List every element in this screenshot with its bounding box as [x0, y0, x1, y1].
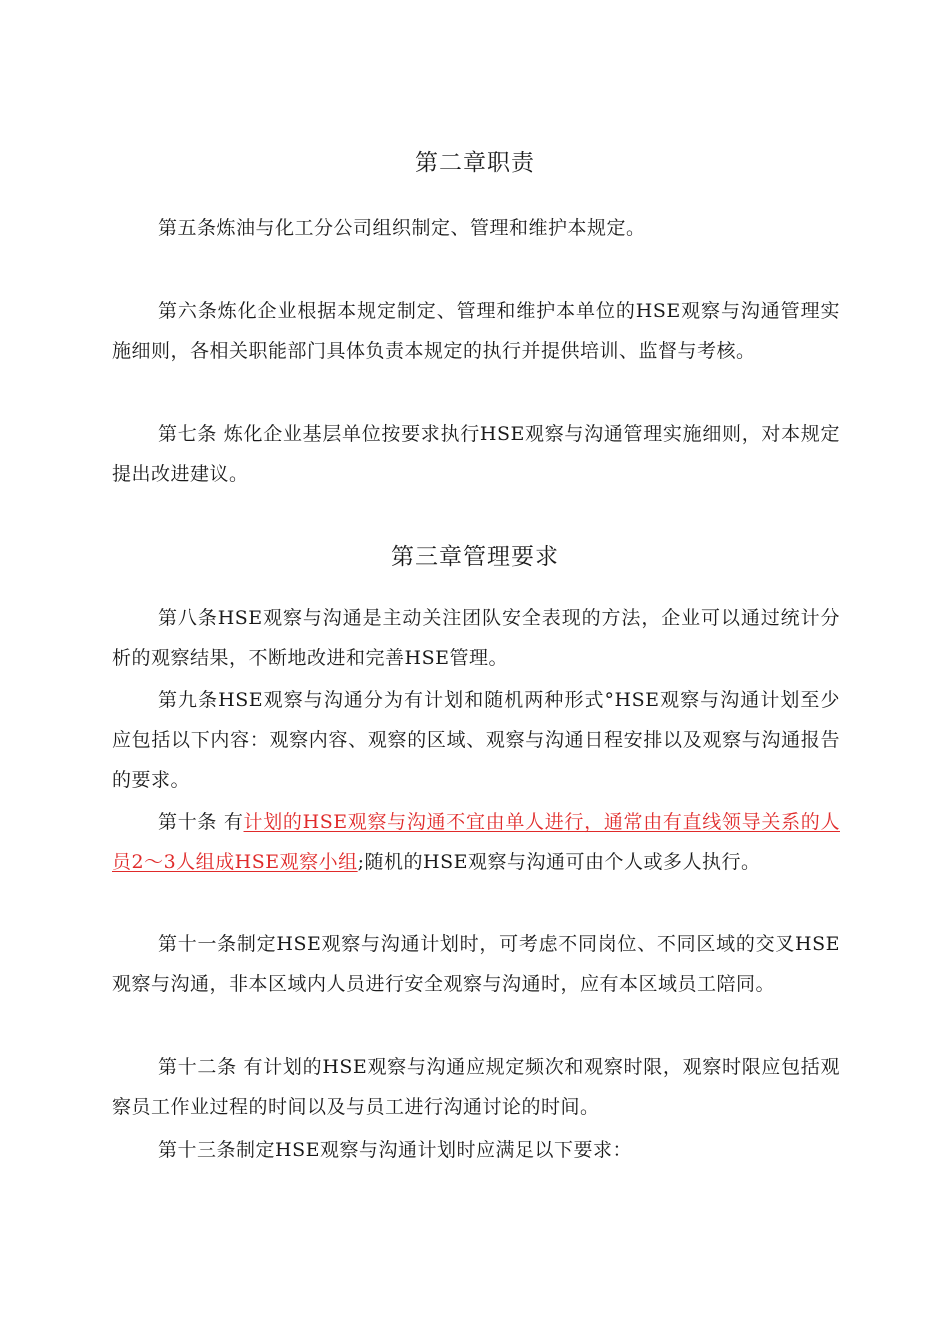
article-11: 第十一条制定HSE观察与沟通计划时，可考虑不同岗位、不同区域的交叉HSE观察与沟通，非本区域内人员进行安全观察与沟通时，应有本区域员工陪同。: [112, 933, 840, 995]
article-10-highlight: 计划的HSE观察与沟通不宜由单人进行，通常由有直线领导关系的人员2〜3人组成HSE观察小组: [112, 811, 840, 873]
chapter-3-title: 第三章管理要求: [391, 544, 559, 570]
article-10-suffix: ;随机的HSE观察与沟通可由个人或多人执行。: [357, 851, 761, 873]
article-8: 第八条HSE观察与沟通是主动关注团队安全表现的方法，企业可以通过统计分析的观察结果，不断地改进和完善HSE管理。: [112, 607, 840, 669]
article-9: 第九条HSE观察与沟通分为有计划和随机两种形式°HSE观察与沟通计划至少应包括以下内容：观察内容、观察的区域、观察与沟通日程安排以及观察与沟通报告的要求。: [112, 689, 840, 791]
article-6: 第六条炼化企业根据本规定制定、管理和维护本单位的HSE观察与沟通管理实施细则，各相关职能部门具体负责本规定的执行并提供培训、监督与考核。: [112, 300, 840, 362]
article-7: 第七条 炼化企业基层单位按要求执行HSE观察与沟通管理实施细则，对本规定提出改进建议。: [112, 423, 840, 485]
article-10: [112, 802, 840, 882]
article-13: 第十三条制定HSE观察与沟通计划时应满足以下要求：: [158, 1139, 632, 1161]
article-10-prefix: 第十条 有: [158, 811, 244, 833]
article-12: 第十二条 有计划的HSE观察与沟通应规定频次和观察时限，观察时限应包括观察员工作业过程的时间以及与员工进行沟通讨论的时间。: [112, 1056, 840, 1118]
chapter-2-title: 第二章职责: [415, 150, 535, 176]
article-5: 第五条炼油与化工分公司组织制定、管理和维护本规定。: [158, 217, 646, 239]
